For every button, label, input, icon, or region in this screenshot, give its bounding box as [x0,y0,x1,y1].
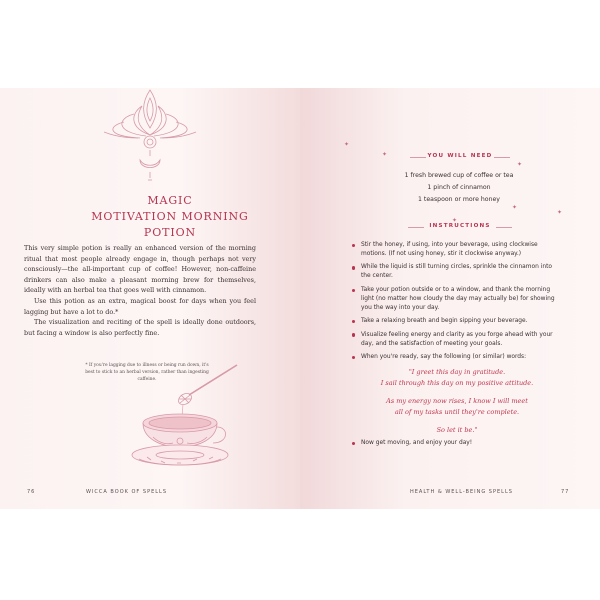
paragraph-3: The visualization and reciting of the spell is ideally done outdoors, but facing a window is also perfectly fine. [24,318,256,337]
page-number-right: 77 [561,489,570,495]
footnote: * If you're lagging due to illness or being run down, it's best to stick to an herbal version, rather than ingesting caffeine. [85,363,209,382]
bullet-icon [352,320,355,323]
body-text [24,243,256,338]
step-text: Visualize feeling energy and clarity as you forge ahead with your day, and the satisfaction of meeting your goals. [361,331,553,347]
ingredient-item: 1 pinch of cinnamon [427,184,491,191]
running-head-right: HEALTH & WELL-BEING SPELLS [410,489,513,495]
instruction-list [352,241,562,367]
list-item [352,263,562,281]
incantation-line: So let it be." [436,426,478,434]
bullet-icon [352,356,355,359]
step-text: Now get moving, and enjoy your day! [361,440,473,446]
you-will-need-rule-right [494,157,510,158]
title-line-3: POTION [143,226,197,239]
step-text: Take your potion outside or to a window, and thank the morning light (no matter how cloudy the day may actually be) for showing you the way into your day. [361,286,555,311]
sparkle-icon: ✦ [517,161,523,168]
page-number-left: 76 [27,489,36,495]
incantation-line: I sail through this day on my positive attitude. [380,378,534,387]
list-item [352,286,562,313]
list-item [352,331,562,349]
bullet-icon [352,333,355,336]
list-item [352,317,562,326]
title-line-1: MAGIC [147,194,193,207]
ingredient-item: 1 teaspoon or more honey [418,196,500,203]
incantation-line: As my energy now rises, I know I will meet [386,397,528,405]
incantation-line: all of my tasks until they're complete. [394,407,520,416]
instructions-rule-right [496,227,512,228]
sparkle-icon: ✦ [452,217,458,224]
incantation-line: "I greet this day in gratitude. [408,368,506,376]
sparkle-icon: ✦ [344,141,350,148]
step-text: While the liquid is still turning circles, sprinkle the cinnamon into the center. [361,264,553,280]
lotus-moon-emblem-icon [100,88,200,183]
sparkle-icon: ✦ [557,209,563,216]
list-item [352,439,562,448]
final-step-list [352,439,562,453]
paragraph-2: Use this potion as an extra, magical boost for days when you feel lagging but have a lot to do.* [24,296,256,316]
step-text: When you're ready, say the following (or similar) words: [361,354,527,361]
step-text: Stir the honey, if using, into your beverage, using clockwise motions. (If not using honey, stir it clockwise anyway.) [361,242,538,257]
you-will-need-heading: YOU WILL NEED [427,153,493,159]
incantation [352,367,562,436]
list-item [352,353,562,362]
instructions-heading: INSTRUCTIONS [429,223,491,229]
teacup-honey-dipper-illustration [125,357,245,477]
ingredient-item: 1 fresh brewed cup of coffee or tea [404,172,514,179]
title-line-2: MOTIVATION MORNING [91,210,249,223]
list-item [352,241,562,259]
bullet-icon [352,266,355,269]
sparkle-icon: ✦ [382,151,388,158]
paragraph-1: This very simple potion is really an enhanced version of the morning ritual that most people already engage in, though perhaps not very consciously—the all-important cup of coffee! However, non-caffeine drinkers can also make a pleasant morning brew for themselves, ideally with an herbal tea that goes well with cinnamon. [24,244,256,295]
bullet-icon [352,244,355,247]
sparkle-icon: ✦ [512,204,518,211]
bullet-icon [352,289,355,292]
step-text: Take a relaxing breath and begin sipping your beverage. [361,318,528,325]
running-head-left: WICCA BOOK OF SPELLS [86,489,167,495]
page-title [60,193,280,241]
bullet-icon [352,442,355,445]
